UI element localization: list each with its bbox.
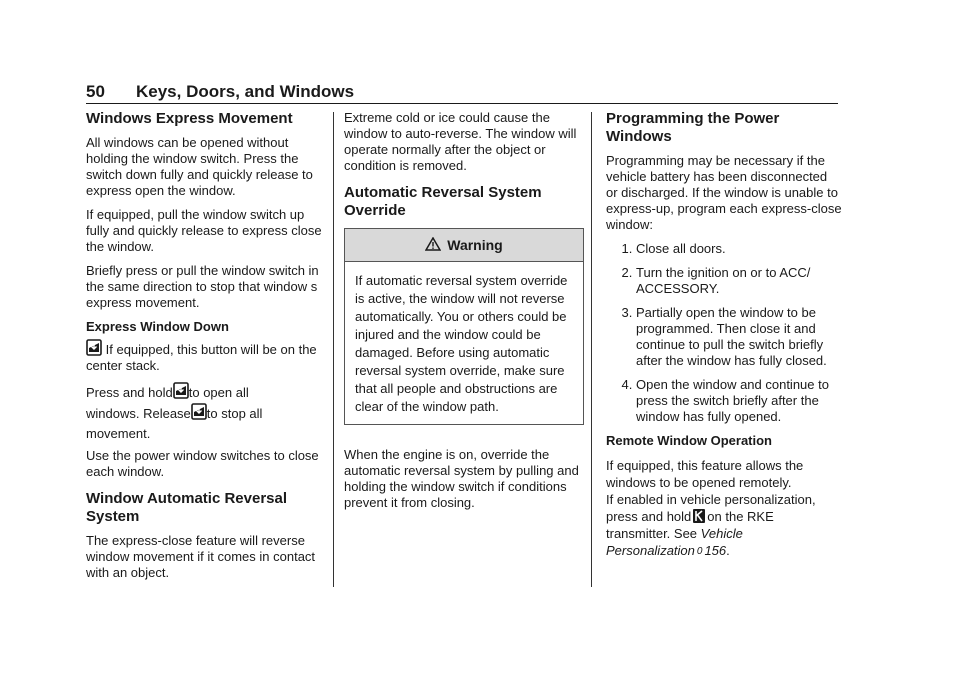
- section-title: Keys, Doors, and Windows: [136, 82, 355, 101]
- remote-text-2: If enabled in vehicle personalization,: [606, 492, 816, 507]
- warning-text: If automatic reversal system override is active, the window will not reverse automatically. You or others could be injured and the window could be damaged. Before using automatic reversal system override, make sure that all people and obstructions are clear of the window path.: [355, 273, 568, 414]
- list-item: 2. Turn the ignition on or to ACC/ ACCESSORY.: [636, 265, 842, 297]
- remote-text-4: on the RKE: [707, 509, 774, 524]
- page-number: 50: [86, 82, 105, 101]
- programming-intro: Programming may be necessary if the vehicle battery has been disconnected or discharged. If the window is unable to express-up, program each express-close window:: [606, 153, 842, 232]
- header-rule: [86, 103, 838, 104]
- warning-header: [345, 229, 583, 262]
- remote-end: .: [726, 543, 730, 558]
- remote-paragraph: [606, 457, 842, 560]
- express-paragraph-3: Briefly press or pull the window switch in the same direction to stop that window s express movement.: [86, 263, 319, 310]
- engine-paragraph: When the engine is on, override the automatic reversal system by pulling and holding the window switch if conditions prevent it from closing.: [344, 447, 579, 510]
- express-paragraph-1: All windows can be opened without holding the window switch. Press the switch down fully and quickly release to express open the window.: [86, 135, 313, 198]
- press-hold-text: Press and hold: [86, 385, 173, 400]
- warning-icon: [425, 237, 441, 254]
- express-window-down-icon: [173, 382, 189, 399]
- press-hold-text-2: to open all: [188, 385, 249, 400]
- express-window-down-icon: [86, 339, 102, 356]
- list-item: 4. Open the window and continue to press the switch briefly after the window has fully opened.: [636, 377, 842, 425]
- programming-steps: [606, 241, 842, 425]
- auto-reversal-paragraph: The express-close feature will reverse window movement if it comes in contact with an object.: [86, 533, 316, 580]
- warning-title: Warning: [447, 237, 503, 253]
- column-divider: [333, 112, 334, 587]
- cold-paragraph: Extreme cold or ice could cause the window to auto-reverse. The window will operate normally after the object or condition is removed.: [344, 110, 577, 173]
- use-switches-paragraph: Use the power window switches to close each window.: [86, 448, 319, 479]
- auto-reversal-heading: Window Automatic Reversal System: [86, 490, 288, 525]
- page-ref-arrow: 0: [696, 546, 703, 557]
- list-item: 1. Close all doors.: [636, 241, 842, 257]
- release-text-3: movement.: [86, 426, 151, 441]
- remote-label: Remote Window Operation: [606, 433, 772, 448]
- column-middle: [344, 110, 584, 519]
- override-heading: Automatic Reversal System Override: [344, 184, 542, 219]
- list-item: 3. Partially open the window to be programmed. Then close it and continue to pull the switch briefly after the window has fully closed.: [636, 305, 842, 369]
- column-left: [86, 110, 328, 589]
- express-heading: Windows Express Movement: [86, 110, 293, 127]
- express-window-down-icon: [191, 403, 207, 420]
- programming-heading: Programming the Power Windows: [606, 110, 780, 145]
- page-header: [86, 82, 840, 104]
- express-paragraph-2: If equipped, pull the window switch up fully and quickly release to express close the window.: [86, 207, 322, 254]
- warning-box: [344, 228, 584, 425]
- press-hold-paragraph: [86, 382, 328, 444]
- release-text-2: to stop all: [206, 406, 263, 421]
- release-text: windows. Release: [86, 406, 191, 421]
- express-down-text: If equipped, this button will be on the center stack.: [86, 342, 317, 373]
- remote-text-1: If equipped, this feature allows the windows to be opened remotely.: [606, 458, 804, 490]
- column-divider: [591, 112, 592, 587]
- express-down-paragraph: [86, 339, 328, 374]
- column-right: [606, 110, 842, 568]
- express-down-label: Express Window Down: [86, 319, 229, 334]
- remote-text-5: transmitter. See: [606, 526, 698, 541]
- xref-page: 156: [704, 543, 727, 558]
- xref-title: Vehicle Personalization: [606, 526, 743, 558]
- rke-window-key-icon: [693, 509, 705, 523]
- remote-text-3: press and hold: [606, 509, 692, 524]
